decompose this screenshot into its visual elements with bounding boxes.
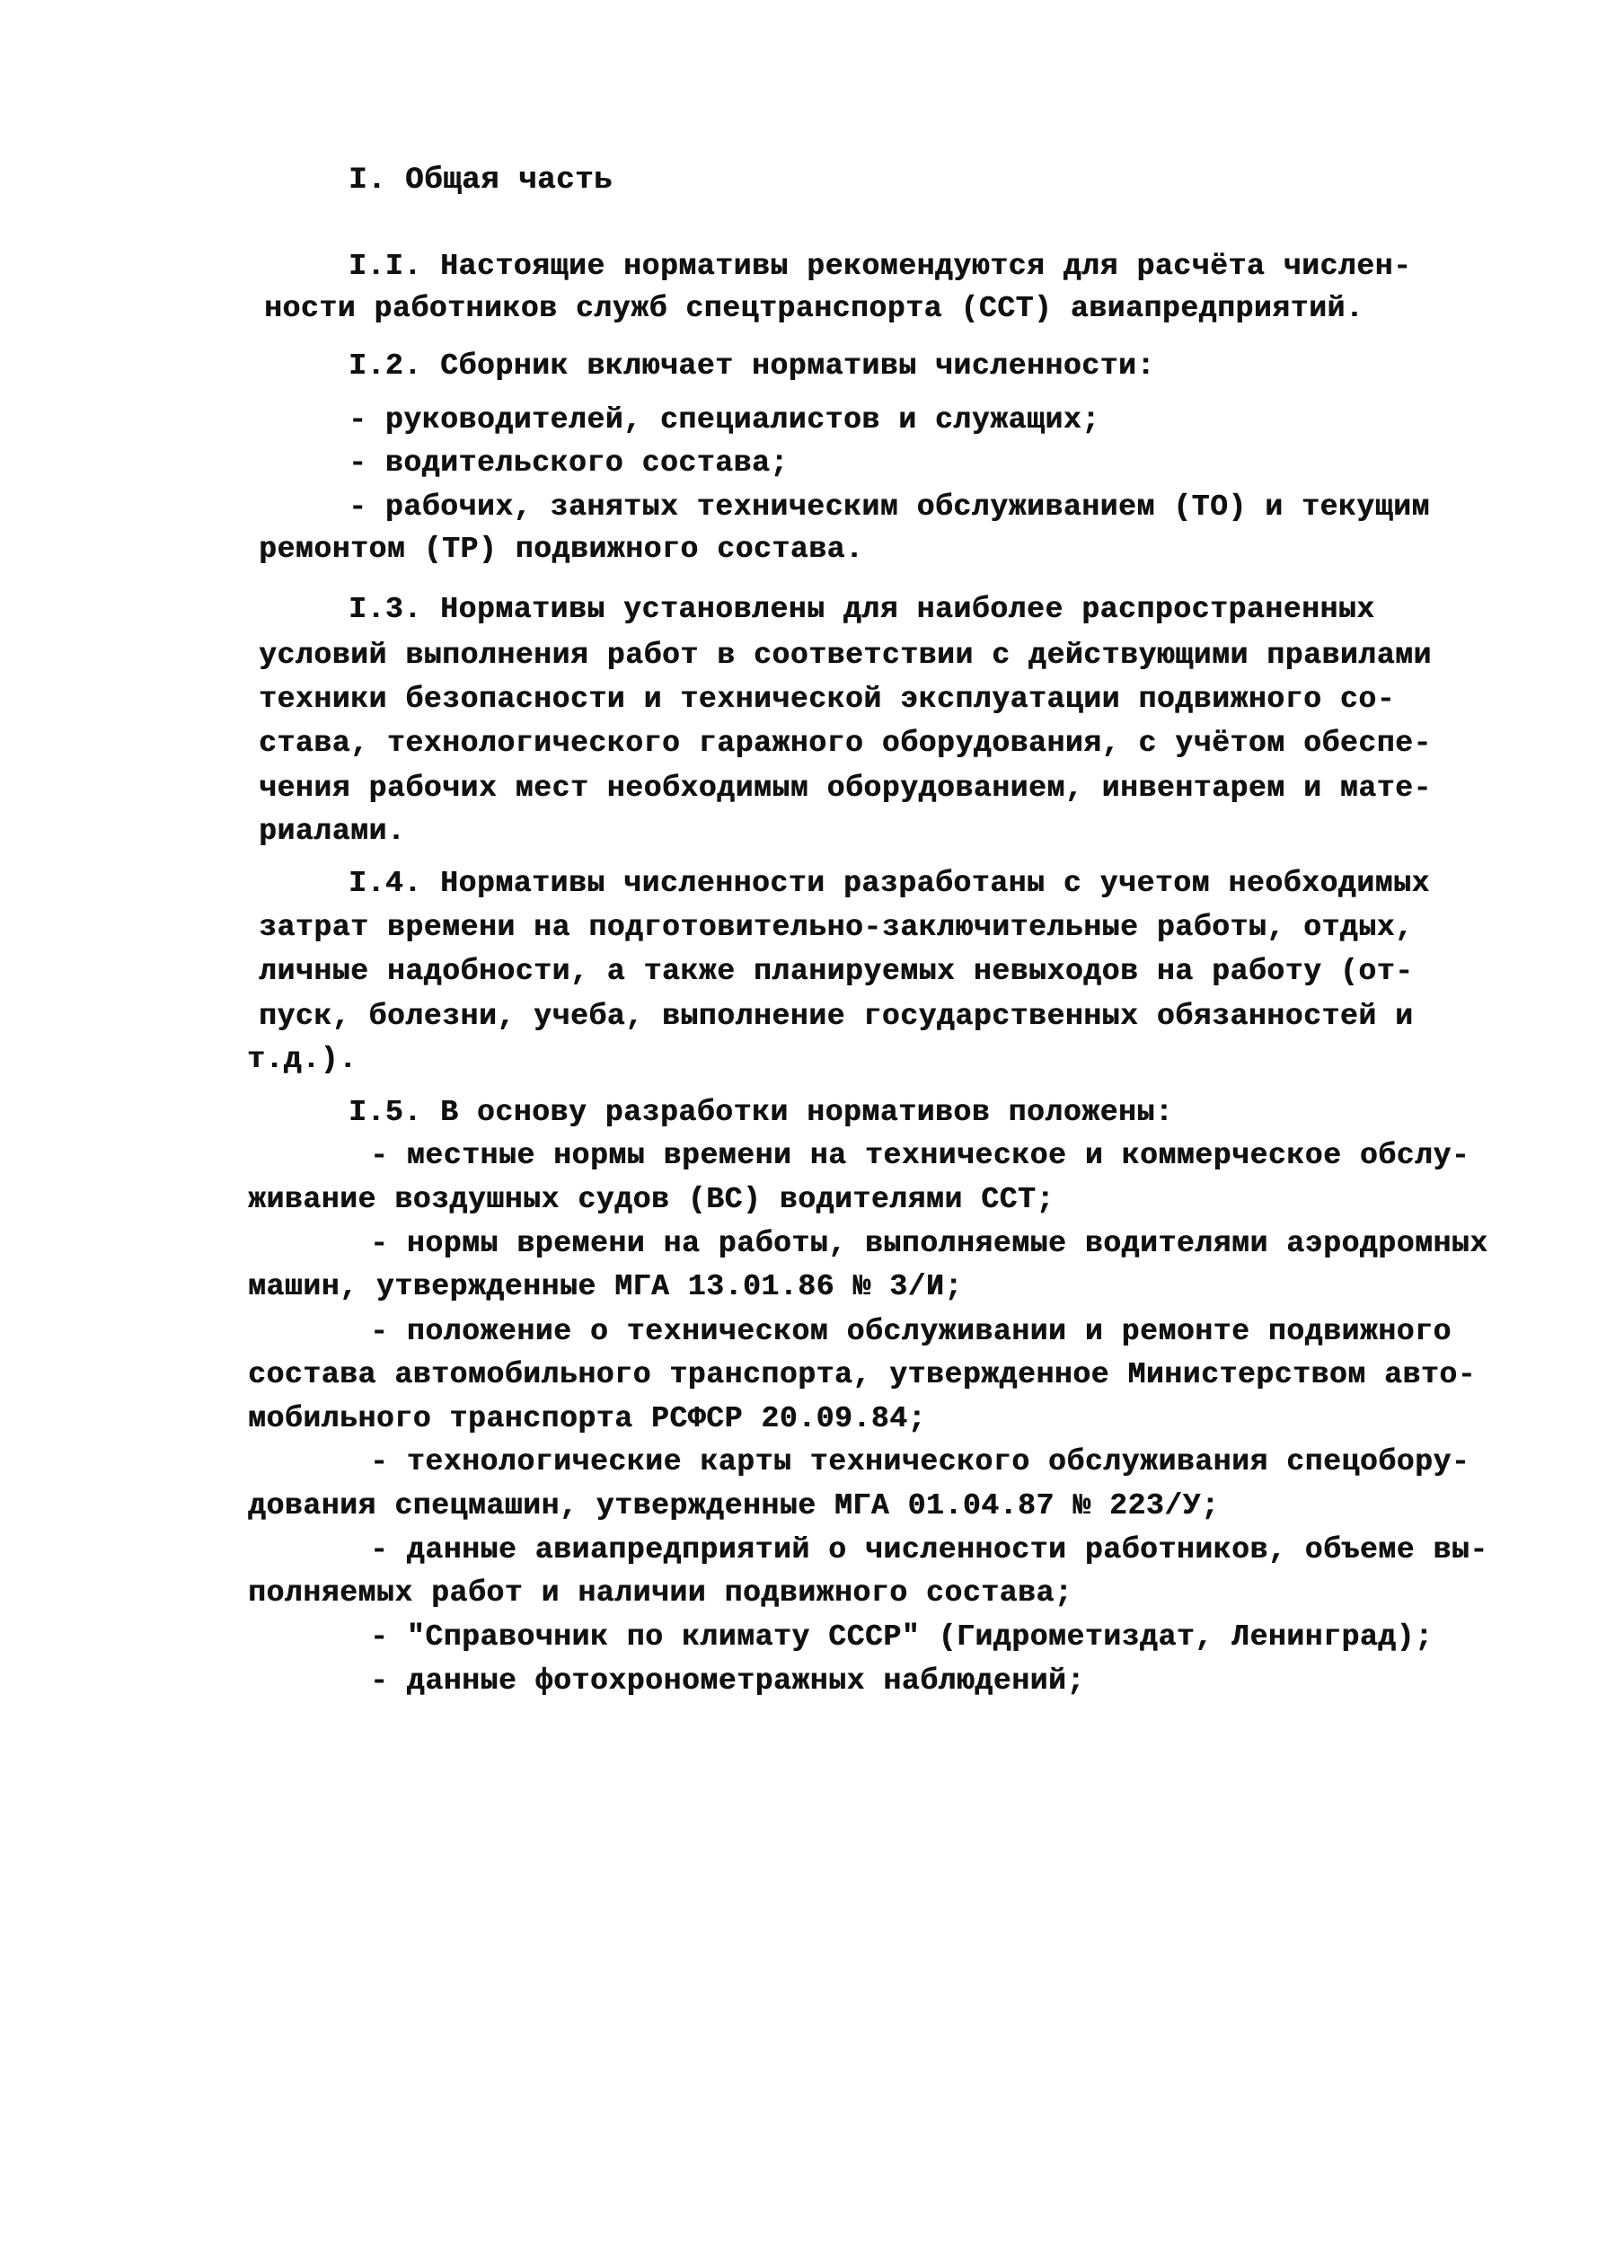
paragraph-1-3-line: техники безопасности и технической эксплуатации подвижного со- bbox=[259, 683, 1395, 716]
paragraph-1-5-intro: I.5. В основу разработки нормативов положены: bbox=[349, 1096, 1174, 1129]
list-item: машин, утвержденные МГА 13.01.86 № 3/И; bbox=[248, 1270, 963, 1303]
paragraph-1-1-line: I.I. Настоящие нормативы рекомендуются для расчёта числен- bbox=[349, 250, 1412, 283]
paragraph-1-4-line: т.д.). bbox=[247, 1043, 357, 1076]
paragraph-1-1-line: ности работников служб спецтранспорта (ССТ) авиапредприятий. bbox=[264, 292, 1364, 325]
paragraph-1-4-line: личные надобности, а также планируемых невыходов на работу (от- bbox=[259, 955, 1414, 988]
paragraph-1-4-line: затрат времени на подготовительно-заключительные работы, отдых, bbox=[259, 911, 1414, 944]
list-item: мобильного транспорта РСФСР 20.09.84; bbox=[248, 1402, 926, 1435]
list-item: - технологические карты технического обслуживания спецобору- bbox=[370, 1445, 1470, 1478]
list-item: дования спецмашин, утвержденные МГА 01.04.87 № 223/У; bbox=[248, 1489, 1220, 1522]
list-item: живание воздушных судов (ВС) водителями ССТ; bbox=[248, 1183, 1055, 1216]
paragraph-1-3-line: I.3. Нормативы установлены для наиболее распространенных bbox=[349, 593, 1375, 626]
paragraph-1-3-line: условий выполнения работ в соответствии с действующими правилами bbox=[259, 639, 1432, 672]
list-item: - водительского состава; bbox=[349, 446, 789, 480]
section-heading: I. Общая часть bbox=[349, 163, 613, 198]
paragraph-1-4-line: I.4. Нормативы численности разработаны с учетом необходимых bbox=[349, 867, 1430, 900]
list-item: - положение о техническом обслуживании и ремонте подвижного bbox=[370, 1315, 1452, 1348]
list-item: состава автомобильного транспорта, утвержденное Министерством авто- bbox=[248, 1358, 1477, 1391]
list-item: - руководителей, специалистов и служащих; bbox=[349, 403, 1100, 437]
paragraph-1-3-line: риалами. bbox=[259, 815, 406, 848]
paragraph-1-2-intro: I.2. Сборник включает нормативы численности: bbox=[349, 349, 1155, 383]
paragraph-1-4-line: пуск, болезни, учеба, выполнение государственных обязанностей и bbox=[259, 1000, 1414, 1033]
list-item: - данные авиапредприятий о численности работников, объеме вы- bbox=[370, 1533, 1488, 1566]
list-item: - местные нормы времени на техническое и коммерческое обслу- bbox=[370, 1139, 1470, 1172]
list-item: - данные фотохронометражных наблюдений; bbox=[370, 1664, 1085, 1698]
list-item: полняемых работ и наличии подвижного состава; bbox=[248, 1576, 1073, 1610]
list-item: - "Справочник по климату СССР" (Гидрометиздат, Ленинград); bbox=[370, 1620, 1434, 1654]
paragraph-1-3-line: чения рабочих мест необходимым оборудованием, инвентарем и мате- bbox=[259, 772, 1432, 805]
list-item: - нормы времени на работы, выполняемые водителями аэродромных bbox=[370, 1227, 1488, 1260]
list-item: ремонтом (ТР) подвижного состава. bbox=[259, 533, 864, 566]
list-item: - рабочих, занятых техническим обслуживанием (ТО) и текущим bbox=[349, 490, 1430, 524]
paragraph-1-3-line: става, технологического гаражного оборудования, с учётом обеспе- bbox=[259, 727, 1432, 760]
